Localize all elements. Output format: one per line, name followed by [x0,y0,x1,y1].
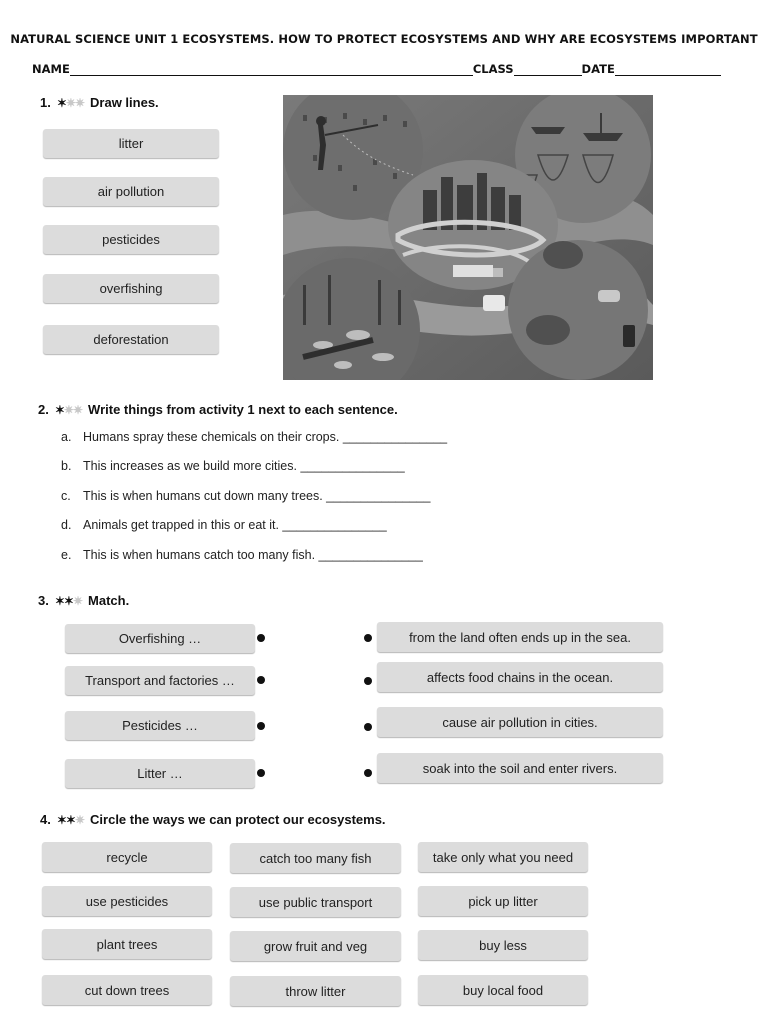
ecosystem-threats-image [283,95,653,380]
option-recycle[interactable]: recycle [42,842,212,872]
match-right-sea[interactable]: from the land often ends up in the sea. [377,622,663,652]
activity3-instruction: Match. [88,593,130,608]
match-dot-right-2[interactable] [364,677,372,685]
activity3-heading [38,593,129,608]
star-filled-icon: ✶ [54,593,64,608]
activity3-number: 3. [38,593,49,608]
match-left-litter[interactable]: Litter … [65,759,255,788]
star-filled-icon: ✶ [54,402,64,417]
difficulty-stars-icon [57,813,84,827]
star-empty-icon: ✷ [74,812,85,827]
activity1-number: 1. [40,95,51,110]
class-label: CLASS [472,62,514,76]
activity4-number: 4. [40,812,51,827]
match-dot-left-3[interactable] [257,722,265,730]
sentence-letter: c. [61,489,71,503]
match-right-rivers[interactable]: soak into the soil and enter rivers. [377,753,663,783]
activity2-instruction: Write things from activity 1 next to each sentence. [88,402,398,417]
sentence-text: Animals get trapped in this or eat it. _______________ [83,518,387,532]
activity4-instruction: Circle the ways we can protect our ecosystems. [90,812,386,827]
option-pick-up-litter[interactable]: pick up litter [418,886,588,916]
match-dot-left-2[interactable] [257,676,265,684]
star-empty-icon: ✷ [72,402,83,417]
sentence-c[interactable] [61,489,430,503]
date-label: DATE [581,62,615,76]
option-buy-local-food[interactable]: buy local food [418,975,588,1005]
star-filled-icon: ✶ [65,812,75,827]
term-box-deforestation[interactable]: deforestation [43,325,219,354]
student-info-line [32,62,721,76]
star-filled-icon: ✶ [56,812,66,827]
date-field[interactable] [615,64,721,76]
match-dot-right-1[interactable] [364,634,372,642]
match-right-food-chains[interactable]: affects food chains in the ocean. [377,662,663,692]
star-filled-icon: ✶ [56,95,66,110]
sentence-text: This increases as we build more cities. _______________ [83,459,405,473]
sentence-letter: e. [61,548,72,562]
option-buy-less[interactable]: buy less [418,930,588,960]
match-dot-left-1[interactable] [257,634,265,642]
option-throw-litter[interactable]: throw litter [230,976,401,1006]
option-plant-trees[interactable]: plant trees [42,929,212,959]
sentence-letter: d. [61,518,72,532]
activity1-instruction: Draw lines. [90,95,159,110]
name-label: NAME [32,62,70,76]
activity2-number: 2. [38,402,49,417]
option-catch-too-many-fish[interactable]: catch too many fish [230,843,401,873]
page-title: NATURAL SCIENCE UNIT 1 ECOSYSTEMS. HOW TO PROTECT ECOSYSTEMS AND WHY ARE ECOSYSTEMS IMPORTANT [10,32,758,46]
sentence-b[interactable] [61,459,405,473]
option-take-only-what-you-need[interactable]: take only what you need [418,842,588,872]
term-box-overfishing[interactable]: overfishing [43,274,219,303]
star-empty-icon: ✷ [65,95,75,110]
match-dot-right-3[interactable] [364,723,372,731]
sentence-d[interactable] [61,518,387,532]
option-use-public-transport[interactable]: use public transport [230,887,401,917]
match-left-overfishing[interactable]: Overfishing … [65,624,255,653]
difficulty-stars-icon [57,96,84,110]
star-empty-icon: ✷ [72,593,83,608]
term-box-pesticides[interactable]: pesticides [43,225,219,254]
match-right-air-pollution[interactable]: cause air pollution in cities. [377,707,663,737]
term-box-litter[interactable]: litter [43,129,219,158]
sentence-e[interactable] [61,548,423,562]
activity2-heading [38,402,398,417]
option-grow-fruit-and-veg[interactable]: grow fruit and veg [230,931,401,961]
option-use-pesticides[interactable]: use pesticides [42,886,212,916]
sentence-text: This is when humans cut down many trees. _______________ [83,489,431,503]
activity4-heading [40,812,386,827]
match-dot-right-4[interactable] [364,769,372,777]
option-cut-down-trees[interactable]: cut down trees [42,975,212,1005]
sentence-text: Humans spray these chemicals on their crops. _______________ [83,430,448,444]
activity1-heading [40,95,159,110]
star-empty-icon: ✷ [74,95,85,110]
difficulty-stars-icon [55,594,82,608]
sentence-letter: a. [61,430,72,444]
term-box-air-pollution[interactable]: air pollution [43,177,219,206]
sentence-letter: b. [61,459,72,473]
sentence-text: This is when humans catch too many fish. _______________ [83,548,423,562]
name-field[interactable] [70,64,473,76]
match-dot-left-4[interactable] [257,769,265,777]
sentence-a[interactable] [61,430,447,444]
match-left-transport[interactable]: Transport and factories … [65,666,255,695]
star-filled-icon: ✶ [63,593,73,608]
class-field[interactable] [514,64,582,76]
star-empty-icon: ✷ [63,402,73,417]
difficulty-stars-icon [55,403,82,417]
match-left-pesticides[interactable]: Pesticides … [65,711,255,740]
